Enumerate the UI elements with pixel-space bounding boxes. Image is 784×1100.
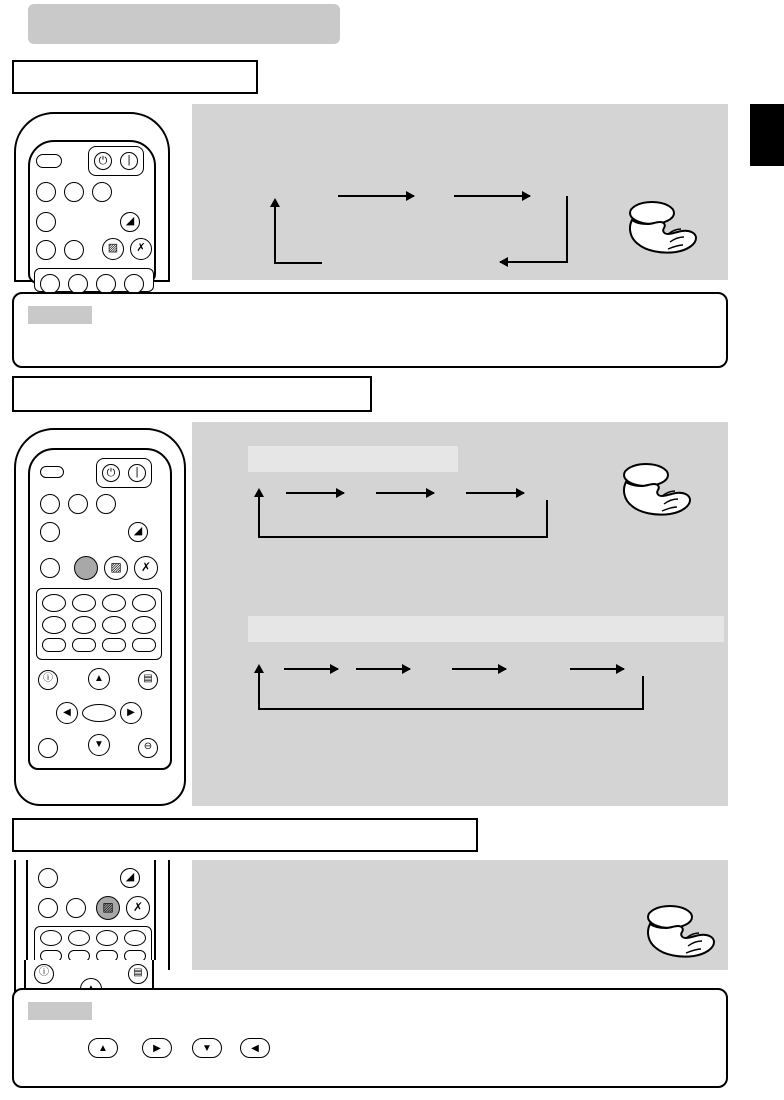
flow-2b-return-line: [258, 708, 644, 710]
flow-1-return-arrow-up: [274, 206, 276, 262]
right-arrow-icon: ▶: [127, 707, 135, 718]
note-2-tag: [28, 1002, 92, 1020]
remote-2-key-6[interactable]: [72, 616, 96, 634]
section-3-title-box: [12, 818, 478, 852]
menu-icon-3: ▤: [133, 967, 143, 978]
remote-1-indicator-lamp: [36, 154, 62, 168]
remote-2-key-11[interactable]: [102, 638, 126, 652]
remote-1-button-c2[interactable]: [64, 240, 84, 260]
flow-2a-arrow-2: [376, 492, 434, 494]
remote-2-indicator-lamp: [40, 466, 64, 478]
flow-2b-arrow-3: [452, 668, 506, 670]
flow-2a-return-arrow-up: [258, 496, 260, 536]
remote-2-key-9[interactable]: [42, 638, 66, 652]
mode-icon-3: ▨: [102, 900, 114, 914]
remote-2-key-4[interactable]: [132, 594, 156, 612]
left-arrow-icon: ◀: [63, 707, 71, 718]
remote-1-button-a3[interactable]: [92, 182, 112, 202]
note-2-right-arrow-key: [142, 1038, 172, 1058]
remote-2-key-10[interactable]: [72, 638, 96, 652]
flow-2b-arrow-2: [356, 668, 410, 670]
note-2-down-arrow-glyph: ▼: [202, 1042, 212, 1054]
remote-2-button-a1[interactable]: [40, 494, 60, 514]
remote-3-button-c2[interactable]: [66, 898, 86, 918]
remote-2-button-b1[interactable]: [40, 522, 60, 542]
section-1-title-box: [12, 60, 258, 94]
remote-3-key-4[interactable]: [124, 930, 146, 946]
flow-1-down-line: [566, 196, 568, 262]
power-standby-icon-2: ⏻: [106, 467, 116, 479]
info-icon-3: ⓘ: [39, 967, 49, 978]
remote-3-key-1[interactable]: [40, 930, 62, 946]
remote-2-button-a2[interactable]: [68, 494, 88, 514]
flow-1-return-line: [274, 262, 322, 264]
remote-control-figure-2: [14, 428, 186, 806]
power-standby-icon: ⏻: [98, 155, 108, 167]
flow-2b-arrow-1: [284, 668, 338, 670]
remote-2-reset-button[interactable]: [38, 738, 58, 758]
remote-2-key-3[interactable]: [102, 594, 126, 612]
remote-1-button-a2[interactable]: [64, 182, 84, 202]
brightness-icon-2: ◢: [133, 525, 143, 537]
brightness-icon: ◢: [125, 215, 135, 227]
flow-2a-return-line: [258, 536, 548, 538]
remote-1-key-4[interactable]: [124, 274, 144, 294]
flow-2b-return-arrow-up: [258, 672, 260, 708]
menu-icon: ▤: [143, 673, 153, 684]
remote-2-button-c1[interactable]: [40, 558, 60, 578]
remote-2-button-a3[interactable]: [96, 494, 116, 514]
mute-icon: ✗: [136, 242, 146, 254]
remote-1-key-1[interactable]: [40, 274, 60, 294]
note-2-down-arrow-key: [192, 1038, 222, 1058]
pressing-hand-icon-2: [612, 460, 696, 520]
flow-2a-arrow-3: [466, 492, 524, 494]
remote-1-button-b1[interactable]: [36, 212, 56, 232]
flow-2b-label-bar: [248, 616, 724, 642]
remote-2-key-1[interactable]: [42, 594, 66, 612]
remote-3-key-2[interactable]: [68, 930, 90, 946]
power-on-icon-2: |: [135, 466, 139, 478]
remote-2-highlighted-button[interactable]: [74, 556, 98, 580]
note-2-right-arrow-glyph: ▶: [153, 1042, 161, 1054]
note-2-left-arrow-key: [240, 1038, 270, 1058]
section-2-title-box: [12, 376, 372, 412]
contrast-icon: ▨: [107, 242, 119, 254]
info-icon: ⓘ: [43, 673, 53, 684]
flow-2a-label-bar: [248, 446, 458, 472]
note-box-2: [12, 988, 728, 1088]
up-arrow-icon: ▲: [94, 673, 104, 684]
remote-control-figure-1: [14, 112, 170, 282]
note-2-up-arrow-glyph: ▲: [98, 1042, 108, 1054]
remote-1-key-3[interactable]: [96, 274, 116, 294]
remote-1-button-a1[interactable]: [36, 182, 56, 202]
remote-2-key-8[interactable]: [132, 616, 156, 634]
mute-icon-2: ✗: [140, 560, 152, 574]
remote-1-button-c1[interactable]: [36, 240, 56, 260]
remote-3-key-3[interactable]: [96, 930, 118, 946]
mute-icon-3: ✗: [132, 900, 144, 914]
flow-1-arrow-1: [338, 195, 414, 197]
flow-2b-arrow-4: [570, 668, 624, 670]
side-tab-marker: [750, 104, 784, 166]
remote-1-key-2[interactable]: [68, 274, 88, 294]
note-1-tag: [28, 306, 92, 324]
note-2-up-arrow-key: [88, 1038, 118, 1058]
remote-2-key-5[interactable]: [42, 616, 66, 634]
mode-icon-2: ▨: [110, 560, 122, 574]
remote-2-key-7[interactable]: [102, 616, 126, 634]
note-2-left-arrow-glyph: ◀: [251, 1042, 259, 1054]
flow-1-arrow-2: [454, 195, 530, 197]
flow-2a-arrow-1: [286, 492, 344, 494]
remote-3-button-b1[interactable]: [38, 868, 58, 888]
down-arrow-icon: ▼: [94, 739, 104, 750]
power-on-icon: |: [127, 154, 131, 166]
brightness-icon-3: ◢: [125, 871, 135, 883]
note-box-1: [12, 292, 728, 368]
pressing-hand-icon-3: [636, 902, 720, 962]
flow-2a-down-line: [546, 500, 548, 538]
remote-3-button-c1[interactable]: [38, 898, 58, 918]
flow-2b-down-line: [642, 676, 644, 710]
remote-2-key-2[interactable]: [72, 594, 96, 612]
flow-1-back-arrow: [500, 261, 568, 263]
minus-icon: ⊖: [143, 741, 153, 752]
remote-control-figure-3: [14, 860, 170, 970]
remote-2-key-12[interactable]: [132, 638, 156, 652]
pressing-hand-icon-1: [618, 198, 702, 258]
page-header-band: [28, 4, 340, 44]
remote-2-nav-enter[interactable]: [82, 704, 116, 722]
